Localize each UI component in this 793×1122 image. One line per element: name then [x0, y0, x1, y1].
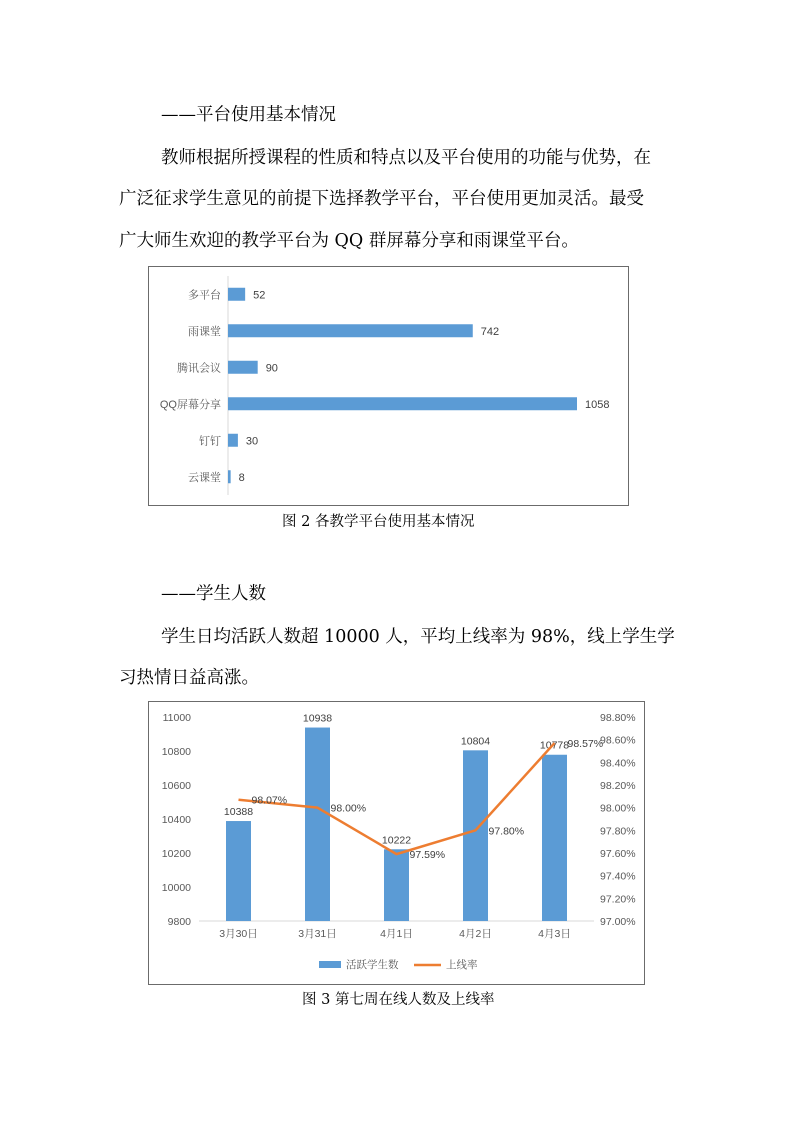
data-label: 30 — [245, 435, 259, 448]
right-axis-tick: 98.80% — [600, 712, 636, 724]
bar-2 — [305, 728, 330, 921]
right-axis-tick: 98.00% — [600, 802, 636, 815]
bar-4 — [228, 397, 577, 410]
right-axis-tick: 97.40% — [600, 870, 636, 883]
left-axis-tick: 10600 — [161, 780, 191, 792]
line-data-label: 97.59% — [409, 849, 446, 862]
online-students-chart-svg — [149, 702, 644, 984]
paragraph-line: 学生日均活跃人数超 10000 人，平均上线率为 98%，线上学生学 — [161, 627, 675, 647]
bar-6 — [228, 470, 231, 483]
left-axis-tick: 9800 — [167, 916, 191, 928]
bar-3 — [228, 361, 258, 374]
left-axis-tick: 11000 — [162, 712, 191, 724]
figure-caption: 图 3 第七周在线人数及上线率 — [302, 992, 495, 1008]
section-heading-students: ——学生人数 — [161, 584, 266, 604]
data-label: 742 — [480, 325, 500, 338]
data-label: 90 — [265, 362, 278, 375]
x-axis-tick: 4月3日 — [538, 928, 571, 940]
category-label: 云课堂 — [188, 471, 221, 484]
bar-data-label: 10938 — [302, 712, 333, 725]
figure-caption: 图 2 各教学平台使用基本情况 — [282, 514, 475, 530]
online-students-chart — [148, 701, 645, 985]
data-label: 52 — [253, 289, 266, 302]
category-label: 腾讯会议 — [177, 362, 221, 375]
x-axis-tick: 3月31日 — [298, 928, 337, 940]
legend-swatch-bars — [319, 961, 341, 968]
line-data-label: 98.07% — [251, 794, 288, 807]
category-label: 雨课堂 — [188, 325, 221, 338]
bar-5 — [228, 434, 238, 447]
paragraph-line: 习热情日益高涨。 — [119, 668, 259, 688]
data-label: 8 — [238, 471, 245, 484]
left-axis-tick: 10400 — [161, 814, 191, 826]
bar-data-label: 10388 — [223, 806, 254, 819]
paragraph-line: 广大师生欢迎的教学平台为 QQ 群屏幕分享和雨课堂平台。 — [119, 231, 579, 251]
line-data-label: 98.00% — [330, 802, 367, 815]
legend-label-bars: 活跃学生数 — [346, 959, 399, 971]
section-heading-platform: ——平台使用基本情况 — [161, 105, 336, 125]
line-data-label: 98.57% — [567, 738, 604, 751]
data-label: 1058 — [585, 398, 610, 411]
bar-3 — [384, 849, 409, 921]
left-axis-tick: 10000 — [161, 882, 191, 894]
left-axis-tick: 10200 — [161, 848, 191, 860]
x-axis-tick: 4月1日 — [380, 928, 413, 940]
category-label: QQ屏幕分享 — [159, 398, 221, 411]
x-axis-tick: 3月30日 — [219, 928, 258, 940]
paragraph-line: 广泛征求学生意见的前提下选择教学平台，平台使用更加灵活。最受 — [119, 189, 644, 209]
x-axis-tick: 4月2日 — [459, 928, 492, 940]
paragraph-line: 教师根据所授课程的性质和特点以及平台使用的功能与优势，在 — [161, 148, 651, 168]
bar-4 — [463, 750, 488, 921]
bar-data-label: 10222 — [381, 834, 412, 847]
right-axis-tick: 97.20% — [600, 893, 636, 906]
legend-label-line: 上线率 — [446, 959, 478, 971]
right-axis-tick: 98.40% — [600, 757, 636, 770]
right-axis-tick: 98.60% — [600, 734, 636, 747]
right-axis-tick: 97.00% — [600, 916, 636, 928]
category-label: 多平台 — [188, 289, 221, 302]
line-data-label: 97.80% — [488, 825, 525, 838]
right-axis-tick: 97.60% — [600, 848, 636, 860]
bar-1 — [226, 821, 251, 921]
category-label: 钉钉 — [199, 435, 221, 448]
bar-1 — [228, 288, 245, 301]
bar-2 — [228, 324, 473, 337]
bar-5 — [542, 755, 567, 921]
bar-data-label: 10804 — [460, 735, 491, 748]
right-axis-tick: 97.80% — [600, 825, 636, 838]
bar-data-label: 10778 — [539, 739, 570, 752]
platform-usage-chart-svg — [149, 267, 628, 505]
left-axis-tick: 10800 — [161, 746, 191, 758]
right-axis-tick: 98.20% — [600, 780, 636, 792]
platform-usage-chart — [148, 266, 629, 506]
